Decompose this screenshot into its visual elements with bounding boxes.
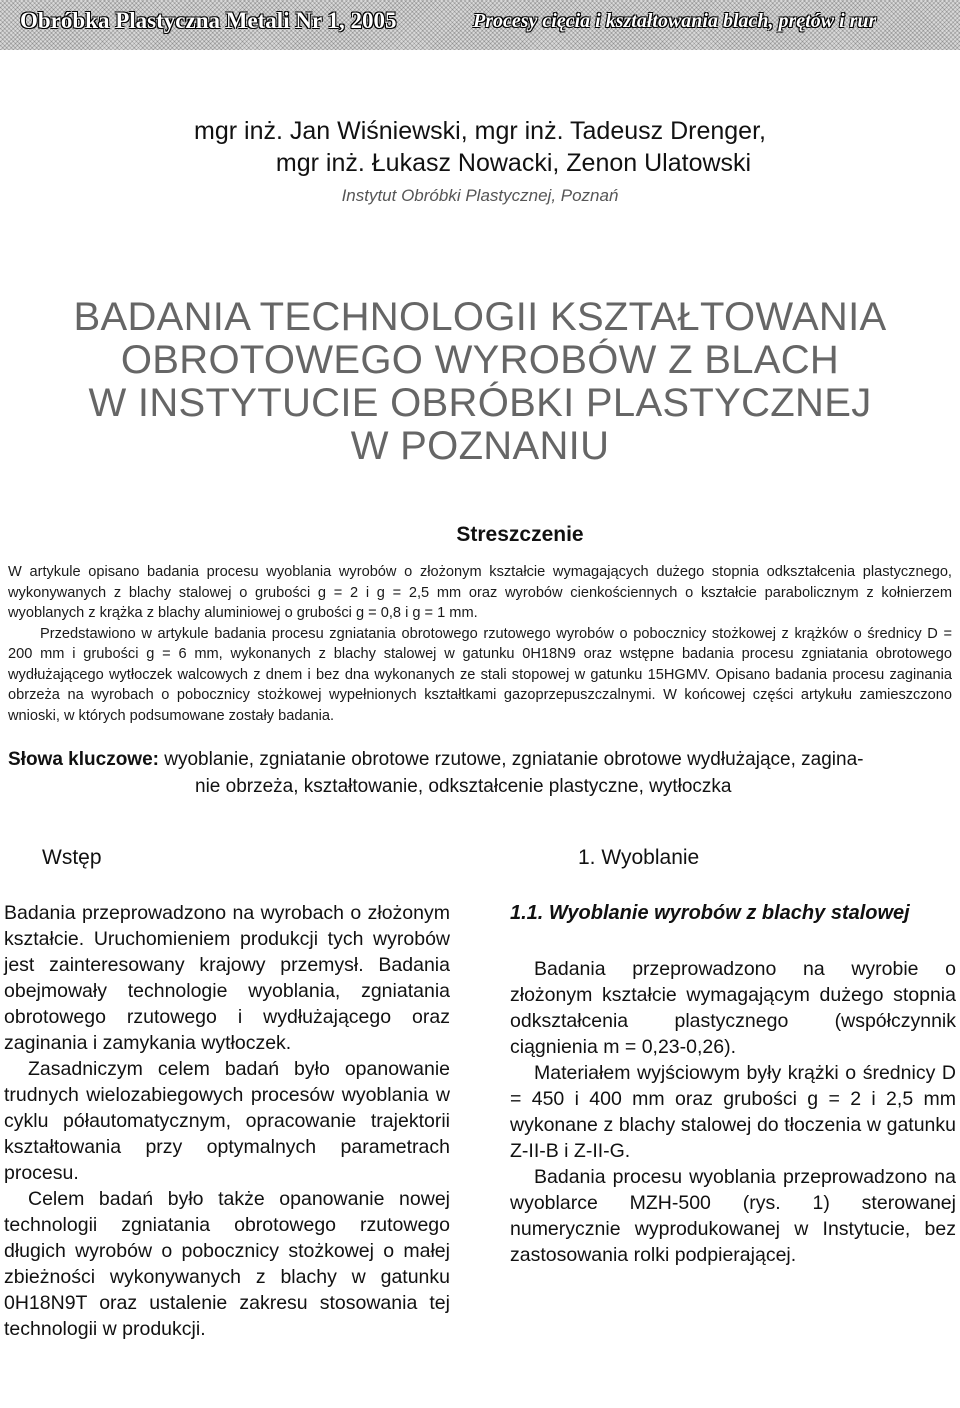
keywords-line-1: wyoblanie, zgniatanie obrotowe rzutowe, zgniatanie obrotowe wydłużające, zagina- [164,749,864,770]
affiliation: Instytut Obróbki Plastycznej, Poznań [341,186,619,205]
abstract-heading: Streszczenie [456,523,584,546]
title-line-3: W INSTYTUCIE OBRÓBKI PLASTYCZNEJ [88,381,872,425]
journal-header-band [0,0,960,50]
abstract-paragraph-2: Przedstawiono w artykule badania procesu zgniatania obrotowego rzutowego wyrobów o pobocznicy stożkowej z krążków o średnicy D = 200 mm i grubości g = 6 mm, wykonanych z blachy stalowej w gatunku 0H18N9 oraz wstępne badania procesu zgniatania obrotowego wydłużającego wytłoczek walcowych z dnem i bez dna wykonanych ze stali stopowej w gatunku 15HGMV. Opisano badania procesu zaginania obrzeża na wyrobach o pobocznicy stożkowej wypełnionych kształtkami gazoprzepuszczalnymi. W końcowej części artykułu zamieszczono wnioski, w których podsumowane zostały badania. [8,625,952,724]
paper-title [0,296,960,468]
abstract [8,562,952,726]
intro-paragraph-3: Celem badań było także opanowanie nowej technologii zgniatania obrotowego rzutowego długich wyrobów o pobocznicy stożkowej o małej zbieżności wykonywanych z blachy w gatunku 0H18N9T oraz ustalenie zakresu stosowania tej technologii w produkcji. [4,1188,450,1340]
spinning-paragraph-2: Materiałem wyjściowym były krążki o średnicy D = 450 i 400 mm oraz grubości g = 2 i 2,5 mm wykonane z blachy stalowej do tłoczenia w gatunku Z-II-B i Z-II-G. [510,1062,956,1162]
title-line-4: W POZNANIU [350,424,610,468]
keywords [8,746,952,800]
authors-line-2: mgr inż. Łukasz Nowacki, Zenon Ulatowski [275,149,752,177]
abstract-paragraph-1: W artykule opisano badania procesu wyoblania wyrobów o złożonym kształcie wymagających dużego stopnia odkształcenia plastycznego, wykonywanych z blachy stalowej o grubości g = 2 i g = 2,5 mm oraz wyrobów cienkościennych o kształcie parabolicznym z kołnierzem wyoblanych z krążka z blachy aluminiowej o grubości g = 0,8 i g = 1 mm. [8,564,952,621]
section-heading-spinning: 1. Wyoblanie [578,846,700,869]
title-line-2: OBROTOWEGO WYROBÓW Z BLACH [120,338,840,382]
right-column [510,900,956,1268]
section-heading-intro: Wstęp [42,846,102,869]
authors [0,115,960,179]
spinning-paragraph-3: Badania procesu wyoblania przeprowadzono na wyoblarce MZH-500 (rys. 1) sterowanej numerycznie wyprodukowanej w Instytucie, bez zastosowania rolki podpierającej. [510,1166,956,1266]
journal-name: Obróbka Plastyczna Metali Nr 1, 2005 [20,8,397,33]
intro-paragraph-1: Badania przeprowadzono na wyrobach o złożonym kształcie. Uruchomieniem produkcji tych wyrobów jest zainteresowany krajowy przemysł. Badania obejmowały technologie wyoblania, zgniatania obrotowego rzutowego i wydłużającego oraz zaginania i zamykania wytłoczek. [4,902,450,1054]
keywords-label: Słowa kluczowe: [8,749,159,770]
subsection-heading: 1.1. Wyoblanie wyrobów z blachy stalowej [510,902,910,924]
keywords-line-2: nie obrzeża, kształtowanie, odkształcenie plastyczne, wytłoczka [195,776,732,797]
spinning-paragraph-1: Badania przeprowadzono na wyrobie o złożonym kształcie wymagającym dużego stopnia odkształcenia plastycznego (współczynnik ciągnienia m = 0,23-0,26). [510,958,956,1058]
journal-section: Procesy cięcia i kształtowania blach, prętów i rur [473,10,877,32]
left-column [4,900,450,1342]
authors-line-1: mgr inż. Jan Wiśniewski, mgr inż. Tadeusz Drenger, [194,117,766,145]
title-line-1: BADANIA TECHNOLOGII KSZTAŁTOWANIA [73,295,887,339]
intro-paragraph-2: Zasadniczym celem badań było opanowanie trudnych wielozabiegowych procesów wyoblania w cyklu półautomatycznym, opracowanie trajektorii kształtowania przy optymalnych parametrach procesu. [4,1058,450,1184]
